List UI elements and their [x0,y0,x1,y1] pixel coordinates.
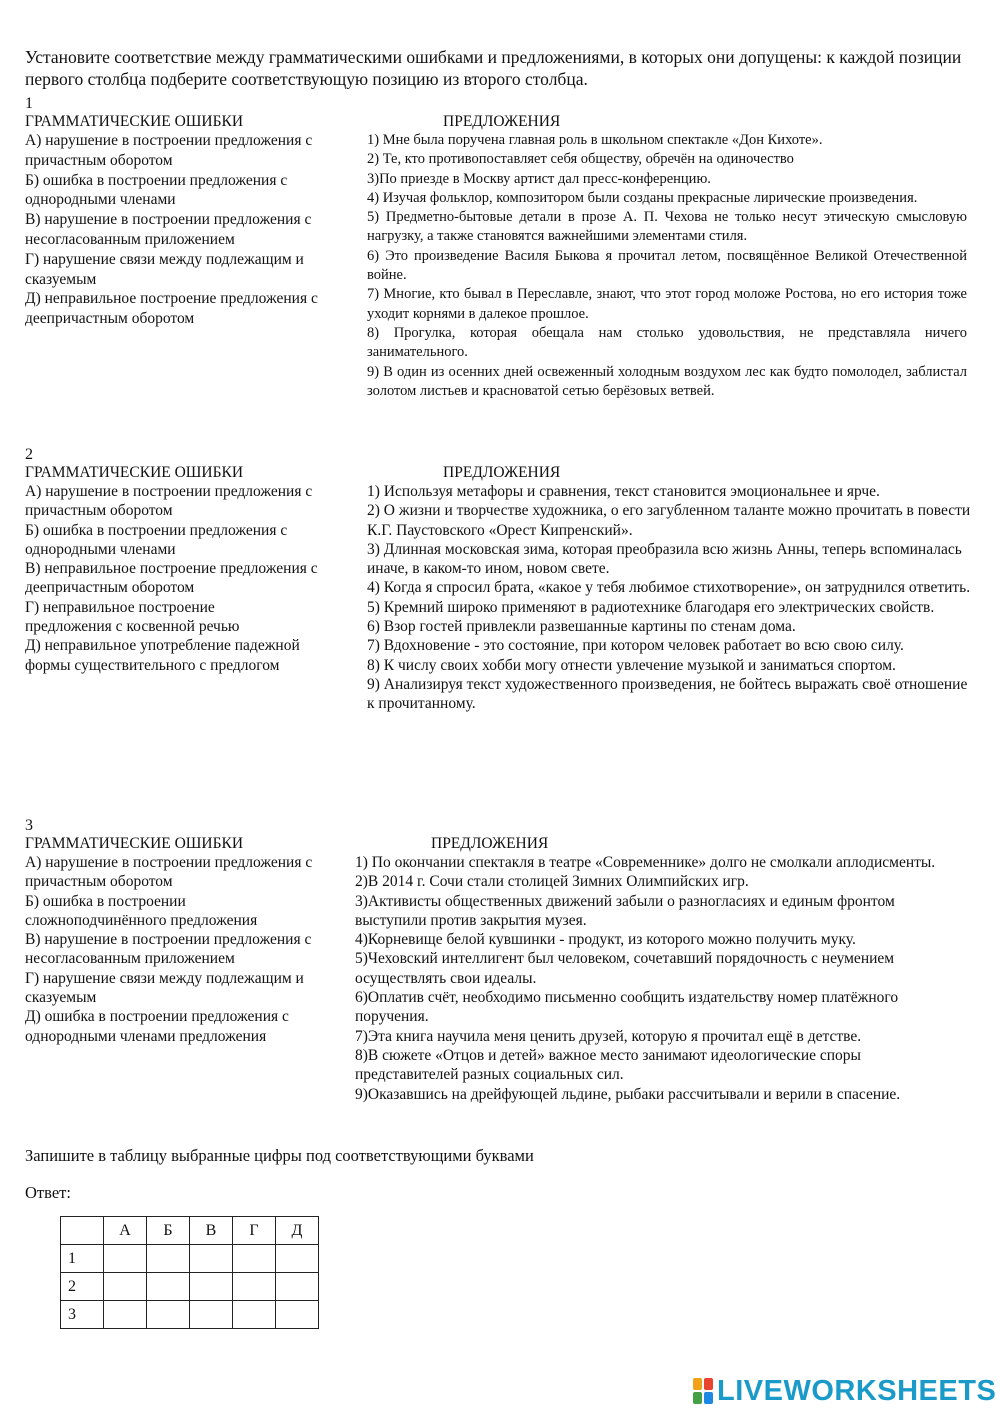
errors-list [25,482,363,675]
corner-cell [61,1217,104,1245]
error-item: Г) неправильное построение предложения с косвенной речью [25,598,240,636]
sentence-item: 4)Корневище белой кувшинки - продукт, из которого можно получить муку. [355,931,856,949]
liveworksheets-brand [692,1375,996,1407]
error-item: А) нарушение в построении предложения с причастным оборотом [25,132,313,169]
sentence-item: 2) Те, кто противопоставляет себя обществу, обречён на одиночество [367,151,794,168]
error-item: А) нарушение в построении предложения с причастным оборотом [25,483,313,520]
sentences-header: ПРЕДЛОЖЕНИЯ [443,464,561,481]
error-item: В) неправильное построение предложения с деепричастным оборотом [25,560,318,597]
answer-cell[interactable] [233,1273,276,1301]
sentence-item: 2)В 2014 г. Сочи стали столицей Зимних Олимпийских игр. [355,873,749,891]
brand-wordmark: LIVEWORKSHEETS [717,1374,997,1407]
answer-cell[interactable] [147,1273,190,1301]
sentence-item: 3) Длинная московская зима, которая преобразила всю жизнь Анны, теперь вспоминалась иначе, в каком-то ином, новом свете. [367,540,962,578]
sentences-list [367,131,967,401]
answer-row [61,1273,319,1301]
row-label: 1 [61,1245,104,1273]
column-header: Д [276,1217,319,1245]
column-header: Б [147,1217,190,1245]
column-header: Г [233,1217,276,1245]
liveworksheets-logo-icon [692,1377,714,1405]
sentences-header: ПРЕДЛОЖЕНИЯ [443,113,561,130]
answer-row [61,1301,319,1329]
column-header: А [104,1217,147,1245]
answer-cell[interactable] [276,1245,319,1273]
errors-header: ГРАММАТИЧЕСКИЕ ОШИБКИ [25,464,244,481]
error-item: В) нарушение в построении предложения с несогласованным приложением [25,211,312,248]
section-number: 3 [25,817,33,834]
sentence-item: 7) Вдохновение - это состояние, при котором человек работает во всю свою силу. [367,637,904,655]
sentence-item: 7) Многие, кто бывал в Переславле, знают, что этот город моложе Ростова, но его история тоже уходит корнями в далекое прошлое. [367,286,967,322]
answer-cell[interactable] [190,1245,233,1273]
sentence-item: 3)По приезде в Москву артист дал пресс-конференцию. [367,170,711,187]
sentence-item: 6)Оплатив счёт, необходимо письменно сообщить издательству номер платёжного поручения. [355,989,899,1026]
error-item: Б) ошибка в построении сложноподчинённого предложения [25,892,258,929]
sentence-item: 1) Используя метафоры и сравнения, текст становится эмоциональнее и ярче. [367,483,880,500]
errors-list [25,131,363,329]
answer-cell[interactable] [147,1245,190,1273]
section-number: 1 [25,95,33,112]
row-label: 3 [61,1301,104,1329]
section-number: 2 [25,446,33,463]
error-item: В) нарушение в построении предложения с несогласованным приложением [25,931,312,968]
task-instruction: Установите соответствие между грамматическими ошибками и предложениями, в которых они допущены: к каждой позиции первого столбца подберите соответствующую позицию из второго столбца. [25,47,962,89]
row-label: 2 [61,1273,104,1301]
error-item: Д) неправильное построение предложения с деепричастным оборотом [25,290,318,328]
answer-cell[interactable] [190,1301,233,1329]
sentence-item: 9)Оказавшись на дрейфующей льдине, рыбаки рассчитывали и верили в спасение. [355,1085,901,1103]
error-item: Б) ошибка в построении предложения с однородными членами [25,521,288,558]
answer-cell[interactable] [104,1245,147,1273]
sentence-item: 6) Взор гостей привлекли развешанные картины по стенам дома. [367,618,796,636]
error-item: Д) неправильное употребление падежной формы существительного с предлогом [25,637,300,674]
sentence-item: 2) О жизни и творчестве художника, о его загубленном таланте можно прочитать в повести К.Г. Паустовского «Орест Кипренский». [367,502,971,539]
answer-cell[interactable] [233,1301,276,1329]
sentences-list [355,853,955,1104]
sentences-header: ПРЕДЛОЖЕНИЯ [431,835,549,852]
sentence-item: 4) Изучая фольклор, композитором были созданы прекрасные лирические произведения. [367,189,918,206]
errors-header: ГРАММАТИЧЕСКИЕ ОШИБКИ [25,113,244,130]
sentence-item: 8) К числу своих хобби могу отнести увлечение музыкой и заниматься спортом. [367,656,896,674]
sentence-item: 1) По окончании спектакля в театре «Современнике» долго не смолкали аплодисменты. [355,854,936,871]
answer-cell[interactable] [147,1301,190,1329]
sentence-item: 4) Когда я спросил брата, «какое у тебя любимое стихотворение», он затруднился ответить. [367,579,971,597]
answer-table [60,1216,319,1329]
sentence-item: 5) Кремний широко применяют в радиотехнике благодаря его электрических свойств. [367,598,935,616]
column-header: В [190,1217,233,1245]
task-section-2 [25,446,975,796]
errors-list [25,853,345,1046]
sentence-item: 3)Активисты общественных движений забыли о разногласиях и единым фронтом выступили против закрытия музея. [355,892,895,929]
sentence-item: 8)В сюжете «Отцов и детей» важное место занимают идеологические споры представителей разных социальных сил. [355,1046,861,1084]
answer-cell[interactable] [190,1273,233,1301]
answer-label: Ответ: [25,1183,71,1202]
sentences-list [367,482,975,714]
sentence-item: 5) Предметно-бытовые детали в прозе А. П. Чехова не только несут этическую смысловую нагрузку, а также становятся важнейшими элементами стиля. [367,209,967,245]
sentence-item: 9) Анализируя текст художественного произведения, не бойтесь выражать своё отношение к прочитанному. [367,675,968,713]
answer-row [61,1245,319,1273]
answer-cell[interactable] [233,1245,276,1273]
sentence-item: 5)Чеховский интеллигент был человеком, сочетавший порядочность с неумением осуществлять свои идеалы. [355,950,895,987]
errors-header: ГРАММАТИЧЕСКИЕ ОШИБКИ [25,835,244,852]
error-item: А) нарушение в построении предложения с причастным оборотом [25,854,313,891]
answer-cell[interactable] [276,1301,319,1329]
error-item: Б) ошибка в построении предложения с однородными членами [25,171,288,209]
answer-cell[interactable] [276,1273,319,1301]
answer-cell[interactable] [104,1273,147,1301]
task-section-3 [25,817,975,1147]
sentence-item: 7)Эта книга научила меня ценить друзей, которую я прочитал ещё в детстве. [355,1027,862,1045]
task-section-1 [25,95,975,430]
answer-header-row [61,1217,319,1245]
error-item: Г) нарушение связи между подлежащим и сказуемым [25,969,304,1007]
table-instruction: Запишите в таблицу выбранные цифры под соответствующими буквами [25,1146,534,1165]
sentence-item: 6) Это произведение Василя Быкова я прочитал летом, посвящённое Великой Отечественной войне. [367,247,967,284]
error-item: Г) нарушение связи между подлежащим и сказуемым [25,250,304,288]
answer-cell[interactable] [104,1301,147,1329]
sentence-item: 9) В один из осенних дней освеженный холодным воздухом лес как будто помолодел, заблистал золотом листьев и красноватой сетью берёзовых ветвей. [367,363,967,399]
sentence-item: 1) Мне была поручена главная роль в школьном спектакле «Дон Кихоте». [367,132,823,148]
error-item: Д) ошибка в построении предложения с однородными членами предложения [25,1008,289,1045]
sentence-item: 8) Прогулка, которая обещала нам столько удовольствия, не представляла ничего занимательного. [367,324,967,361]
